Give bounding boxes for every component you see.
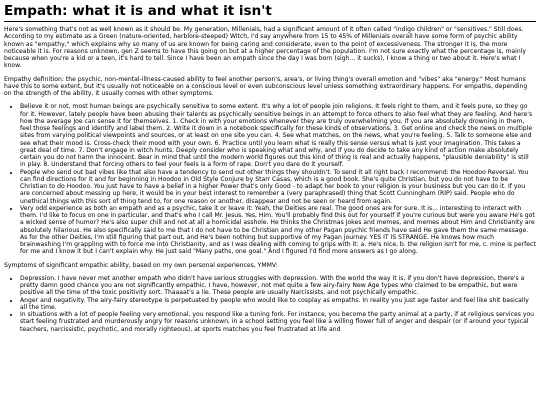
list-item: • In situations with a lot of people feeling very emotional, you respond like a tuning fork. For instance, you become the party animal at a party, if at religious services you start feeling frustrated and murderously angry for reasons unknown, in a school setting you feel like a willing flower full of anger and despair (or if around your typical teachers, narcissistic, psychotic, and morally righteous), at sports matches you feel frustrated at life and xyxy=(20,311,536,333)
symptoms-intro: Symptoms of significant empathic ability, based on my own personal experiences, YMMV: xyxy=(4,261,278,269)
list-item: • People who send out bad vibes like that also have a tendency to send out other things they shouldn't. To send it all right back I recommend: the Hoodoo Reversal. You can find directions for it and for beginning in Hoodoo in Old Style Conjure by Starr Casas, which is a good book. She's quite Christian, but you do not have to be Christian to do Hoodoo. You just have to have a belief in a higher Power that's only Good - to adapt her book to your religion is your business but you can do it. If you are concerned about messing up here, it would be in your best interest to remember a (very paraphrased) thing that Scott Cunningham (RIP) said. People who do unethical things with this sort of thing tend to, for one reason or another, disappear and not be seen or heard from again. xyxy=(20,169,536,205)
list-item: • Believe it or not, most human beings are psychically sensitive to some extent. It's why a lot of people join religions. It feels right to them, and it feels pure, so they go for it. However, lately people have been abusing their talents as psychically sensitive beings in an attempt to force others to also feel what they are feeling. And here's how the average Joe can sense it for themselves. 1. Check in with your emotions whenever they are truly overwhelming you. If you are absolutely drowning in them, feel those feelings and identify and label them. 2. Write it down in a notebook specifically for these kinds of observations. 3. Get online and check the news on multiple sites from varying political viewpoints and sources, or at least on one site you can. 4. See what matches, on the news, what you're feeling. 5. Talk to someone else and see what their mood is. Cross-check their mood with your own. 6. Practice until you learn what is really this sense versus what is just your imagination. This takes a great deal of time. 7. Don't engage in witch hunts. Deeply consider who is speaking what and why, and if you do decide to take any kind of action make absolutely certain you do not harm the innocent. Bear in mind that until the modern world figures out this kind of thing is real and actually happens, "plausible deniability" is still in play. 8. Understand that forcing others to feel your feels is a form of rape. Don't you dare do it yourself. xyxy=(20,103,536,168)
list-item: • Very odd experience as both an empath and as a psychic, take it or leave it: Yeah, the Deities are real. The good ones are for sure. It is... interesting to interact with them. I'd like to focus on one in particular, and that's who I call Mr. Jesus. Yes, Him. You'll probably find this out for yourself if you're curious but were you aware He's got a wicked sense of humor? He's also super chill and not at all a homicidal asshole. He thinks the Christmas jokes and memes, and memes about Him and Christianity are absolutely hilarious. He also specifically said to me that I do not have to be Christian and my other Pagan psychic friends have said He gave them the same message. As for the other Deities, I'm still figuring that part out, and He's been nothing but supportive of my Pagan journey. YES IT IS STRANGE. He knows how much brainwashing I'm grappling with to force me into Christianity, and as I was dealing with coming to grips with it: a. He's nice, b. the religion isn't for me, c. mine is perfect for me and I know it but I can't explain why. He just said "Many paths, one goal." And I figured I'd find more answers as I go along. xyxy=(20,205,536,256)
list-item: • Depression. I have never met another empath who didn't have serious struggles with depression. With the world the way it is, if you don't have depression, there's a pretty damn good chance you are not significantly empathic. I have, however, not met quite a few airy-fairy New Age types who claimed to be empathic, but were positive all the time of the toxic positivity sort. Thaaaat's a lie. These people are usually Narcissists, and not psychically empathic. xyxy=(20,275,536,297)
definition-paragraph: Empathy definition: the psychic, non-mental-illness-caused ability to feel another person's, area's, or living thing's overall emotion and "vibes" aka "energy." Most humans have this to some extent, but it's usually not noticeable on a conscious level or even subconscious level unless something extraordinary happens. For empaths, depending on the strength of the ability, it usually comes with other symptoms. xyxy=(4,75,528,98)
symptoms-list xyxy=(4,275,536,333)
article-title: Empath: what it is and what it isn't xyxy=(4,3,536,22)
list-item: • Anger and negativity. The airy-fairy stereotype is perpetuated by people who would like to cosplay as empaths. In reality you just age faster and feel like shit basically all the time. xyxy=(20,297,536,312)
bullet-list xyxy=(4,103,536,255)
intro-paragraph: Here's something that's not as well known as it should be. My generation, Millenials, had a significant amount of it often called "indigo children" or "sensitives." Still does. According to my estimate as a Green (nature-oriented, herblore-steeped) Witch, I'd say anywhere from 15 to 45% of Millenials overall have some form of psychic ability known as "empathy," which explains why so many of us are known for being caring and considerate, even to the point of excessiveness. The stronger it is, the more noticeable it is. For reasons unknown, gen Z seems to have this going on but at a higher percentage of the population. I'm not sure exactly what the percentage is, mainly because when you're a kid or a teen, it's hard to tell. Since I have been an empath since the day I was born (sigh... it sucks), I know a thing or two about it. Here's what I know. xyxy=(4,26,526,70)
